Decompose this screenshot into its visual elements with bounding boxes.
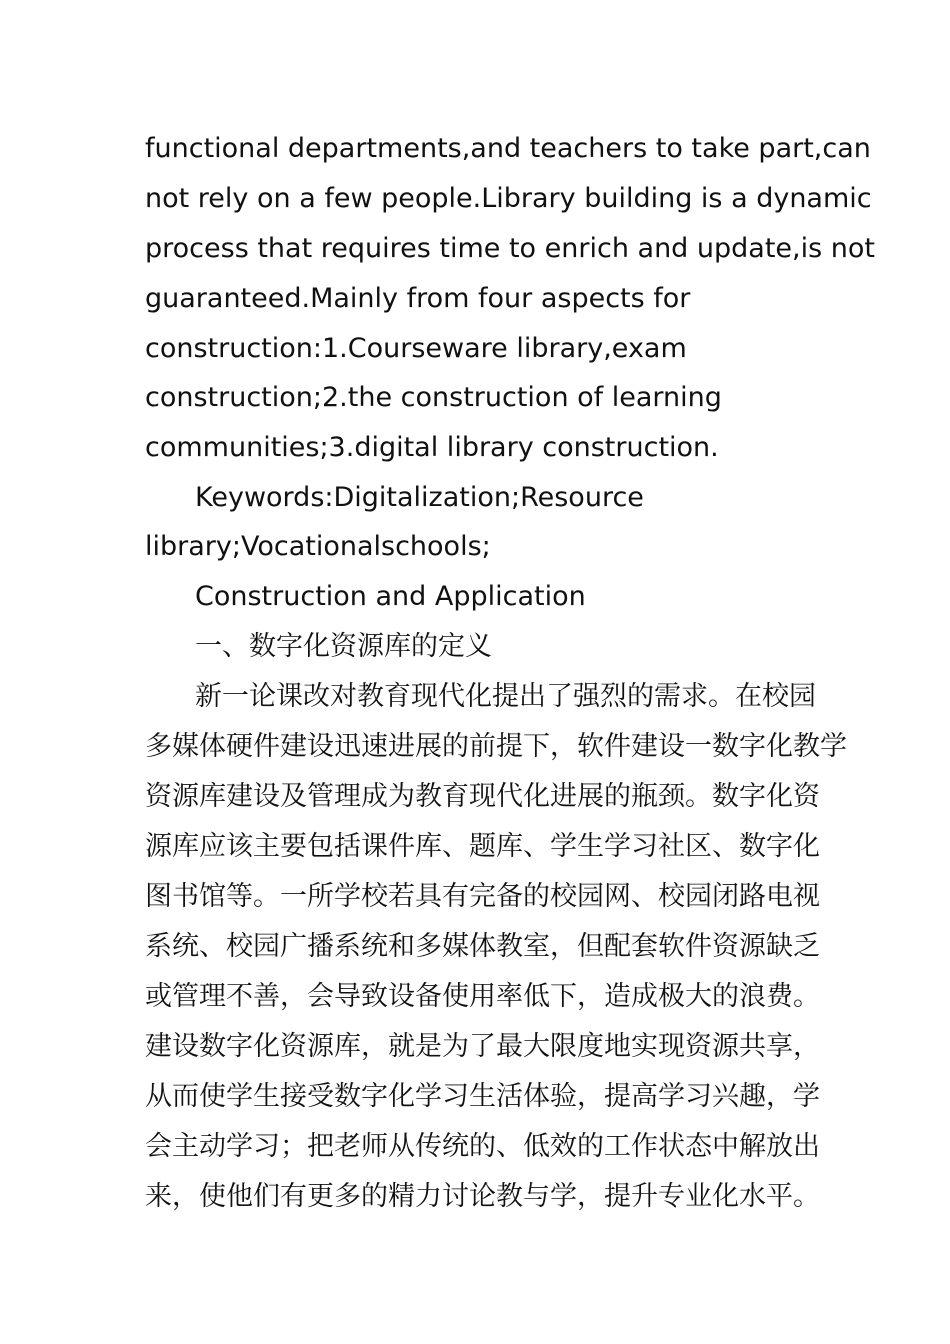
paragraph-line: 来，使他们有更多的精力讨论教与学，提升专业化水平。 <box>145 1181 820 1212</box>
text-line: functional departments,and teachers to take part,can <box>145 133 871 164</box>
text-line: construction;2.the construction of learning <box>145 382 722 413</box>
text-line: process that requires time to enrich and update,is not <box>145 233 875 264</box>
keywords-line: Keywords:Digitalization;Resource <box>195 482 644 513</box>
paragraph-line: 系统、校园广播系统和多媒体教室，但配套软件资源缺乏 <box>145 931 820 962</box>
paragraph-line: 会主动学习；把老师从传统的、低效的工作状态中解放出 <box>145 1131 820 1162</box>
paragraph-line: 建设数字化资源库，就是为了最大限度地实现资源共享， <box>145 1031 820 1062</box>
paragraph-line: 多媒体硬件建设迅速进展的前提下，软件建设一数字化教学 <box>145 731 847 762</box>
text-line: communities;3.digital library construction. <box>145 432 719 463</box>
text-line: construction:1.Courseware library,exam <box>145 333 687 364</box>
paragraph-line: 图书馆等。一所学校若具有完备的校园网、校园闭路电视 <box>145 881 820 912</box>
paragraph-line: 或管理不善，会导致设备使用率低下，造成极大的浪费。 <box>145 981 820 1012</box>
text-line: guaranteed.Mainly from four aspects for <box>145 283 691 314</box>
paragraph-line: 从而使学生接受数字化学习生活体验，提高学习兴趣，学 <box>145 1081 820 1112</box>
heading-line: Construction and Application <box>195 581 586 612</box>
paragraph-line: 源库应该主要包括课件库、题库、学生学习社区、数字化 <box>145 831 820 862</box>
text-line: library;Vocationalschools; <box>145 531 491 562</box>
paragraph-line: 新一论课改对教育现代化提出了强烈的需求。在校园 <box>195 681 816 712</box>
paragraph-line: 资源库建设及管理成为教育现代化进展的瓶颈。数字化资 <box>145 781 820 812</box>
section-heading: 一、数字化资源库的定义 <box>195 631 492 662</box>
text-line: not rely on a few people.Library building is a dynamic <box>145 183 872 214</box>
